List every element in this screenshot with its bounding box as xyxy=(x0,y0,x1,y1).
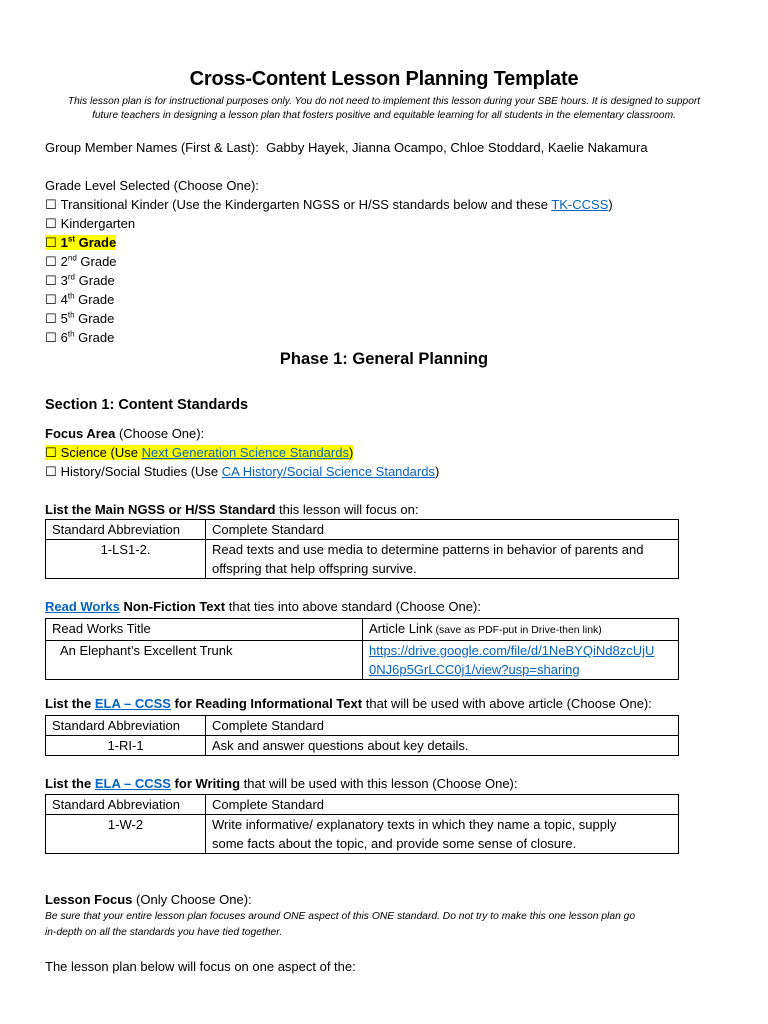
readworks-title: An Elephant’s Excellent Trunk xyxy=(46,641,363,680)
grade-6th-num: 6 xyxy=(60,330,68,345)
table-row xyxy=(46,619,679,641)
section-1-heading: Section 1: Content Standards xyxy=(45,397,249,413)
tk-ccss-link[interactable]: TK-CCSS xyxy=(551,197,609,212)
page-subtitle xyxy=(45,95,723,123)
checkbox-icon[interactable]: ☐ xyxy=(45,446,57,461)
grade-3rd-num: 3 xyxy=(60,273,68,288)
grade-3rd-label: Grade xyxy=(75,273,115,288)
read-works-link[interactable]: Read Works xyxy=(45,599,120,614)
ngss-heading-rest: this lesson will focus on: xyxy=(275,502,419,517)
checkbox-icon[interactable]: ☐ xyxy=(45,465,57,480)
grade-option-kindergarten[interactable] xyxy=(45,216,135,232)
grade-option-kindergarten-label: Kindergarten xyxy=(60,216,136,231)
focus-option-science[interactable] xyxy=(45,445,353,461)
subtitle-line-2: future teachers in designing a lesson plan that fosters positive and equitable learning for all students in the elementary classroom. xyxy=(92,110,676,121)
grade-3rd-sup: rd xyxy=(67,272,76,282)
grade-option-5th[interactable] xyxy=(45,311,114,327)
group-members-line xyxy=(45,140,648,155)
ela-w-standard-line-2: some facts about the topic, and provide some sense of closure. xyxy=(212,836,577,851)
grade-1st-sup: st xyxy=(67,234,76,244)
focus-area-choose: (Choose One): xyxy=(115,426,205,441)
table-row xyxy=(46,540,679,579)
history-label: History/Social Studies (Use xyxy=(60,464,222,479)
ela-w-heading xyxy=(45,776,518,791)
subtitle-line-1: This lesson plan is for instructional purposes only. You do not need to implement this lesson during your SBE hours. It is designed to support xyxy=(67,96,701,107)
grade-option-tk-label: Transitional Kinder (Use the Kindergarten NGSS or H/SS standards below and these xyxy=(60,197,552,212)
grade-2nd-num: 2 xyxy=(60,254,68,269)
table-row xyxy=(46,520,679,540)
grade-4th-label: Grade xyxy=(74,292,115,307)
ngss-link[interactable]: Next Generation Science Standards xyxy=(141,445,349,460)
ela-w-standard-line-1: Write informative/ explanatory texts in which they name a topic, supply xyxy=(212,817,617,832)
phase-1-heading: Phase 1: General Planning xyxy=(279,350,489,368)
table-row xyxy=(46,716,679,736)
ela-w-pre: List the xyxy=(45,776,95,791)
ngss-abbreviation: 1-LS1-2. xyxy=(46,540,206,579)
table-row xyxy=(46,795,679,815)
grade-1st-label: Grade xyxy=(75,235,117,250)
checkbox-icon[interactable]: ☐ xyxy=(45,331,57,346)
grade-1st-num: 1 xyxy=(60,235,68,250)
lesson-focus-heading xyxy=(45,892,252,907)
grade-5th-sup: th xyxy=(67,310,75,320)
group-members-names: Gabby Hayek, Jianna Ocampo, Chloe Stoddard, Kaelie Nakamura xyxy=(266,140,648,155)
table-header-cell: Standard Abbreviation xyxy=(46,716,206,736)
checkbox-icon[interactable]: ☐ xyxy=(45,312,57,327)
table-header-cell: Standard Abbreviation xyxy=(46,520,206,540)
ela-w-rest: that will be used with this lesson (Choose One): xyxy=(240,776,518,791)
grade-6th-label: Grade xyxy=(74,330,115,345)
focus-area-label: Focus Area xyxy=(45,426,116,441)
ngss-standard-line-2: offspring that help offspring survive. xyxy=(212,561,417,576)
ngss-standard-line-1: Read texts and use media to determine patterns in behavior of parents and xyxy=(212,542,644,557)
grade-option-2nd[interactable] xyxy=(45,254,117,270)
readworks-table xyxy=(45,618,679,680)
ela-ri-table xyxy=(45,715,679,756)
lesson-focus-note-line-1: Be sure that your entire lesson plan focuses around ONE aspect of this ONE standard. Do not try to make this one lesson plan go xyxy=(45,911,636,922)
history-close-paren: ) xyxy=(434,464,440,479)
grade-4th-sup: th xyxy=(67,291,75,301)
checkbox-icon[interactable]: ☐ xyxy=(45,293,57,308)
lesson-focus-note xyxy=(45,909,723,941)
table-row xyxy=(46,736,679,756)
ela-ccss-link[interactable]: ELA – CCSS xyxy=(94,776,171,791)
ngss-heading-bold: List the Main NGSS or H/SS Standard xyxy=(45,502,276,517)
lesson-focus-label: Lesson Focus xyxy=(45,892,133,907)
article-link-cell xyxy=(363,641,679,680)
grade-4th-num: 4 xyxy=(60,292,68,307)
grade-heading: Grade Level Selected (Choose One): xyxy=(45,178,259,193)
grade-5th-num: 5 xyxy=(60,311,68,326)
grade-6th-sup: th xyxy=(67,329,75,339)
grade-2nd-label: Grade xyxy=(76,254,117,269)
ela-w-bold: for Writing xyxy=(170,776,241,791)
table-header-cell: Read Works Title xyxy=(46,619,363,641)
checkbox-icon[interactable]: ☐ xyxy=(45,236,57,251)
ela-ri-bold: for Reading Informational Text xyxy=(170,696,363,711)
grade-2nd-sup: nd xyxy=(67,253,77,263)
table-header-cell xyxy=(363,619,679,641)
ngss-complete-standard xyxy=(206,540,679,579)
ela-ri-abbreviation: 1-RI-1 xyxy=(46,736,206,756)
page-title: Cross-Content Lesson Planning Template xyxy=(189,68,579,90)
ela-ri-complete-standard: Ask and answer questions about key details. xyxy=(206,736,679,756)
lesson-focus-choose: (Only Choose One): xyxy=(132,892,252,907)
ngss-heading xyxy=(45,502,419,517)
ela-w-abbreviation: 1-W-2 xyxy=(46,815,206,854)
ela-ri-heading xyxy=(45,696,652,711)
grade-option-6th[interactable] xyxy=(45,330,114,346)
group-members-label: Group Member Names (First & Last): xyxy=(45,140,259,155)
table-header-cell: Complete Standard xyxy=(206,716,679,736)
ela-w-complete-standard xyxy=(206,815,679,854)
readworks-heading-rest: that ties into above standard (Choose One): xyxy=(225,599,481,614)
table-header-cell: Complete Standard xyxy=(206,520,679,540)
ngss-table xyxy=(45,519,679,579)
science-close-paren: ) xyxy=(348,445,354,460)
readworks-heading-bold: Non-Fiction Text xyxy=(119,599,226,614)
article-link-header-note: (save as PDF-put in Drive-then link) xyxy=(432,624,602,636)
science-highlight xyxy=(45,445,353,460)
table-row xyxy=(46,815,679,854)
ela-ccss-link[interactable]: ELA – CCSS xyxy=(94,696,171,711)
checkbox-icon[interactable]: ☐ xyxy=(45,198,57,213)
focus-area-line xyxy=(45,426,204,441)
table-row xyxy=(46,641,679,680)
grade-option-3rd[interactable] xyxy=(45,273,115,289)
ca-history-standards-link[interactable]: CA History/Social Science Standards xyxy=(221,464,435,479)
checkbox-icon[interactable]: ☐ xyxy=(45,255,57,270)
science-label: Science (Use xyxy=(60,445,142,460)
checkbox-icon[interactable]: ☐ xyxy=(45,217,57,232)
table-header-cell: Complete Standard xyxy=(206,795,679,815)
grade-option-tk[interactable] xyxy=(45,197,613,213)
table-header-cell: Standard Abbreviation xyxy=(46,795,206,815)
article-link-header: Article Link xyxy=(369,621,433,636)
ela-w-table xyxy=(45,794,679,854)
tk-close-paren: ) xyxy=(608,197,613,212)
article-url-line-2[interactable]: 0NJ6p5GrLCC0j1/view?usp=sharing xyxy=(369,662,580,677)
grade-option-4th[interactable] xyxy=(45,292,114,308)
article-url-line-1[interactable]: https://drive.google.com/file/d/1NeBYQiNd8zcUjU xyxy=(369,643,655,658)
focus-option-history[interactable] xyxy=(45,464,439,480)
lesson-plan-focus-statement: The lesson plan below will focus on one aspect of the: xyxy=(45,959,356,974)
ela-ri-pre: List the xyxy=(45,696,95,711)
grade-1st-highlight xyxy=(45,235,116,250)
readworks-heading xyxy=(45,599,481,614)
grade-option-1st[interactable] xyxy=(45,235,116,251)
lesson-focus-note-line-2: in-depth on all the standards you have tied together. xyxy=(45,927,283,938)
checkbox-icon[interactable]: ☐ xyxy=(45,274,57,289)
ela-ri-rest: that will be used with above article (Choose One): xyxy=(362,696,652,711)
grade-5th-label: Grade xyxy=(74,311,115,326)
